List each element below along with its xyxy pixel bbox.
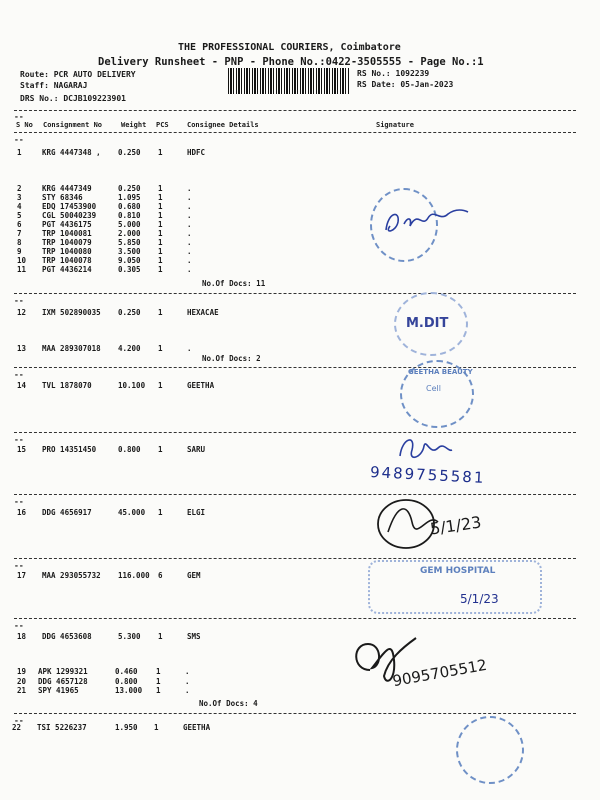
divider-mark: -- bbox=[14, 621, 24, 630]
phone-handwritten-2: 9095705512 bbox=[391, 655, 489, 691]
row-pcs: 1 bbox=[158, 508, 163, 517]
row-details: HEXACAE bbox=[187, 308, 219, 317]
row-details: . bbox=[185, 686, 190, 695]
row-sno: 4 bbox=[17, 202, 22, 211]
row-details: . bbox=[187, 229, 192, 238]
rs-date: RS Date: 05-Jan-2023 bbox=[357, 80, 454, 89]
row-consignment: DDG 4657128 bbox=[38, 677, 88, 686]
row-weight: 0.800 bbox=[115, 677, 138, 686]
row-consignment: DDG 4656917 bbox=[42, 508, 92, 517]
signature-hdfc bbox=[378, 200, 473, 245]
row-consignment: TRP 1040080 bbox=[42, 247, 92, 256]
row-weight: 0.250 bbox=[118, 308, 141, 317]
row-pcs: 1 bbox=[158, 184, 163, 193]
row-pcs: 1 bbox=[158, 238, 163, 247]
row-weight: 3.500 bbox=[118, 247, 141, 256]
row-weight: 0.800 bbox=[118, 445, 141, 454]
row-details: . bbox=[187, 211, 192, 220]
divider-mark: -- bbox=[14, 370, 24, 379]
stamp-gem bbox=[368, 560, 542, 614]
row-weight: 13.000 bbox=[115, 686, 143, 695]
row-pcs: 1 bbox=[154, 723, 159, 732]
row-details: GEETHA bbox=[187, 381, 215, 390]
row-details: . bbox=[187, 202, 192, 211]
row-consignment: PRO 14351450 bbox=[42, 445, 97, 454]
row-sno: 7 bbox=[17, 229, 22, 238]
row-consignment: MAA 289307018 bbox=[42, 344, 101, 353]
row-sno: 21 bbox=[17, 686, 27, 695]
divider-mark: -- bbox=[14, 716, 24, 725]
row-details: SARU bbox=[187, 445, 206, 454]
row-consignment: CGL 50040239 bbox=[42, 211, 97, 220]
staff: Staff: NAGARAJ bbox=[20, 81, 88, 90]
row-sno: 11 bbox=[17, 265, 27, 274]
row-pcs: 1 bbox=[156, 677, 161, 686]
row-pcs: 1 bbox=[158, 247, 163, 256]
row-sno: 12 bbox=[17, 308, 27, 317]
divider-mark: -- bbox=[14, 135, 24, 144]
row-weight: 0.680 bbox=[118, 202, 141, 211]
row-details: HDFC bbox=[187, 148, 206, 157]
row-weight: 116.000 bbox=[118, 571, 150, 580]
col-consignee-details: Consignee Details bbox=[187, 121, 259, 129]
row-consignment: IXM 502890035 bbox=[42, 308, 101, 317]
col-weight: Weight bbox=[121, 121, 147, 129]
row-sno: 1 bbox=[17, 148, 22, 157]
stamp-geetha-cell: Cell bbox=[426, 384, 441, 393]
drs-number: DRS No.: DCJB109223901 bbox=[20, 94, 126, 103]
row-consignment: TRP 1040081 bbox=[42, 229, 92, 238]
doc-count: No.Of Docs: 4 bbox=[199, 699, 258, 708]
divider bbox=[14, 132, 576, 133]
col-consignment: Consignment No bbox=[43, 121, 103, 129]
col-sno: S No bbox=[16, 121, 33, 129]
row-pcs: 1 bbox=[156, 667, 161, 676]
row-weight: 0.460 bbox=[115, 667, 138, 676]
divider bbox=[14, 494, 576, 495]
stamp-geetha-text: GEETHA BEAUTY bbox=[408, 368, 473, 376]
doc-count: No.Of Docs: 2 bbox=[202, 354, 261, 363]
row-weight: 10.100 bbox=[118, 381, 146, 390]
divider bbox=[14, 293, 576, 294]
row-sno: 6 bbox=[17, 220, 22, 229]
row-pcs: 1 bbox=[158, 256, 163, 265]
phone-handwritten: 9489755581 bbox=[369, 462, 486, 488]
row-consignment: SPY 41965 bbox=[38, 686, 79, 695]
row-sno: 9 bbox=[17, 247, 22, 256]
row-details: . bbox=[187, 184, 192, 193]
col-pcs: PCS bbox=[156, 121, 169, 129]
row-sno: 22 bbox=[12, 723, 22, 732]
row-sno: 19 bbox=[17, 667, 27, 676]
row-pcs: 1 bbox=[158, 229, 163, 238]
row-consignment: PGT 4436214 bbox=[42, 265, 92, 274]
row-consignment: PGT 4436175 bbox=[42, 220, 92, 229]
row-pcs: 1 bbox=[158, 632, 163, 641]
row-sno: 10 bbox=[17, 256, 27, 265]
row-weight: 9.050 bbox=[118, 256, 141, 265]
row-details: . bbox=[185, 667, 190, 676]
row-sno: 13 bbox=[17, 344, 27, 353]
row-sno: 15 bbox=[17, 445, 27, 454]
row-weight: 0.250 bbox=[118, 184, 141, 193]
row-sno: 8 bbox=[17, 238, 22, 247]
date-handwritten: 5/1/23 bbox=[428, 512, 483, 539]
row-weight: 1.095 bbox=[118, 193, 141, 202]
row-weight: 1.950 bbox=[115, 723, 138, 732]
row-sno: 17 bbox=[17, 571, 27, 580]
row-sno: 18 bbox=[17, 632, 27, 641]
signature-saru bbox=[394, 430, 454, 466]
stamp-gem-text: GEM HOSPITAL bbox=[420, 566, 496, 576]
row-weight: 0.305 bbox=[118, 265, 141, 274]
stamp-geetha bbox=[400, 360, 474, 428]
row-pcs: 1 bbox=[158, 381, 163, 390]
divider-mark: -- bbox=[14, 561, 24, 570]
row-details: . bbox=[187, 193, 192, 202]
row-sno: 14 bbox=[17, 381, 27, 390]
divider bbox=[14, 558, 576, 559]
row-pcs: 1 bbox=[158, 220, 163, 229]
row-pcs: 6 bbox=[158, 571, 163, 580]
rs-number: RS No.: 1092239 bbox=[357, 69, 430, 78]
divider bbox=[14, 367, 576, 368]
divider-mark: -- bbox=[14, 112, 24, 121]
divider bbox=[14, 618, 576, 619]
row-details: . bbox=[187, 238, 192, 247]
row-pcs: 1 bbox=[158, 211, 163, 220]
row-consignment: KRG 4447348 , bbox=[42, 148, 101, 157]
row-details: . bbox=[187, 220, 192, 229]
row-sno: 2 bbox=[17, 184, 22, 193]
row-weight: 4.200 bbox=[118, 344, 141, 353]
row-pcs: 1 bbox=[158, 308, 163, 317]
divider bbox=[14, 432, 576, 433]
row-details: SMS bbox=[187, 632, 201, 641]
row-consignment: EDQ 17453900 bbox=[42, 202, 97, 211]
row-details: ELGI bbox=[187, 508, 206, 517]
row-details: . bbox=[187, 265, 192, 274]
divider-mark: -- bbox=[14, 435, 24, 444]
row-details: . bbox=[187, 256, 192, 265]
row-pcs: 1 bbox=[158, 344, 163, 353]
row-details: . bbox=[187, 344, 192, 353]
row-consignment: MAA 293055732 bbox=[42, 571, 101, 580]
initials-handwritten: M.DIT bbox=[406, 316, 449, 331]
row-consignment: TSI 5226237 bbox=[37, 723, 87, 732]
row-sno: 20 bbox=[17, 677, 27, 686]
company-name: THE PROFESSIONAL COURIERS, Coimbatore bbox=[178, 42, 401, 53]
row-consignment: TRP 1040079 bbox=[42, 238, 92, 247]
divider-mark: -- bbox=[14, 497, 24, 506]
row-consignment: KRG 4447349 bbox=[42, 184, 92, 193]
row-pcs: 1 bbox=[156, 686, 161, 695]
row-consignment: DDG 4653608 bbox=[42, 632, 92, 641]
row-weight: 2.000 bbox=[118, 229, 141, 238]
route: Route: PCR AUTO DELIVERY bbox=[20, 70, 136, 79]
divider-mark: -- bbox=[14, 296, 24, 305]
row-details: . bbox=[187, 247, 192, 256]
row-sno: 5 bbox=[17, 211, 22, 220]
col-signature: Signature bbox=[376, 121, 414, 129]
row-details: . bbox=[185, 677, 190, 686]
row-weight: 5.300 bbox=[118, 632, 141, 641]
row-weight: 5.000 bbox=[118, 220, 141, 229]
row-pcs: 1 bbox=[158, 265, 163, 274]
divider bbox=[14, 110, 576, 111]
row-pcs: 1 bbox=[158, 445, 163, 454]
row-details: GEETHA bbox=[183, 723, 211, 732]
doc-count: No.Of Docs: 11 bbox=[202, 279, 266, 288]
row-sno: 16 bbox=[17, 508, 27, 517]
barcode bbox=[228, 68, 350, 94]
divider bbox=[14, 713, 576, 714]
row-pcs: 1 bbox=[158, 202, 163, 211]
row-details: GEM bbox=[187, 571, 201, 580]
row-pcs: 1 bbox=[158, 193, 163, 202]
row-consignment: TVL 1878070 bbox=[42, 381, 92, 390]
row-pcs: 1 bbox=[158, 148, 163, 157]
row-weight: 0.810 bbox=[118, 211, 141, 220]
row-sno: 3 bbox=[17, 193, 22, 202]
row-weight: 45.000 bbox=[118, 508, 146, 517]
stamp-geetha-bottom bbox=[456, 716, 524, 784]
date-handwritten-2: 5/1/23 bbox=[460, 592, 499, 606]
row-weight: 0.250 bbox=[118, 148, 141, 157]
runsheet-title: Delivery Runsheet - PNP - Phone No.:0422-3505555 - Page No.:1 bbox=[98, 56, 484, 68]
row-consignment: STY 68346 bbox=[42, 193, 83, 202]
row-consignment: APK 1299321 bbox=[38, 667, 88, 676]
row-consignment: TRP 1040078 bbox=[42, 256, 92, 265]
row-weight: 5.850 bbox=[118, 238, 141, 247]
